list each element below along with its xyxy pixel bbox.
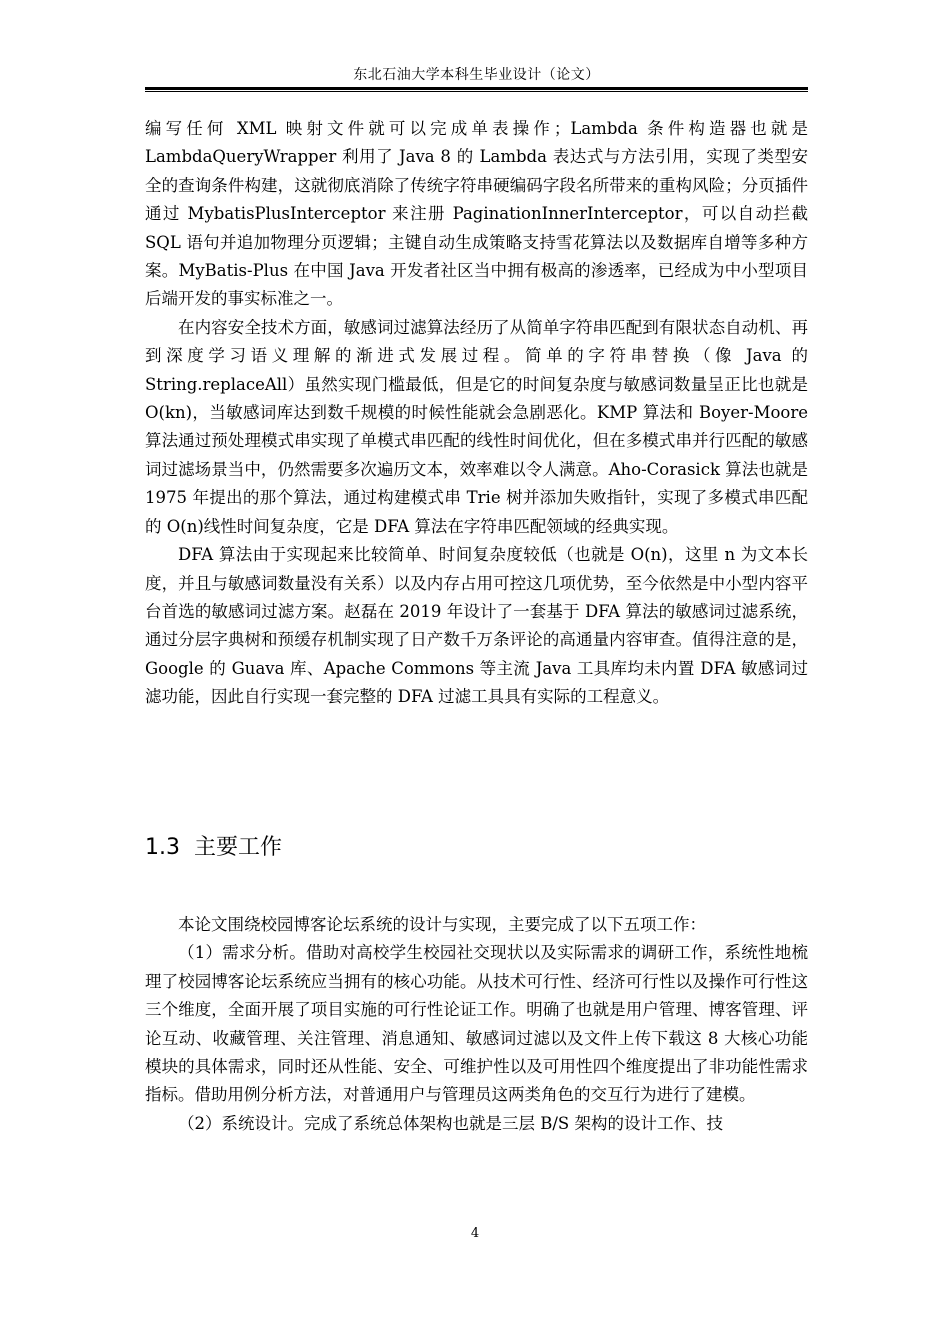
running-header: 东北石油大学本科生毕业设计（论文） — [353, 67, 600, 83]
body-text-before-section — [145, 115, 808, 712]
paragraph-intro: 本论文围绕校园博客论坛系统的设计与实现，主要完成了以下五项工作： — [178, 915, 706, 934]
paragraph-dfa-algorithm: DFA 算法由于实现起来比较简单、时间复杂度较低（也就是 O(n)，这里 n 为文本长度，并且与敏感词数量没有关系）以及内存占用可控这几项优势，至今依然是中小型内容平台首选的敏感词过滤方案。赵磊在 2019 年设计了一套基于 DFA 算法的敏感词过滤系统，通过分层字典树和预缓存机制实现了日产数千万条评论的高通量内容审查。值得注意的是，Google 的 Guava 库、Apache Commons 等主流 Java 工具库均未内置 DFA 敏感词过滤功能，因此自行实现一套完整的 DFA 过滤工具具有实际的工程意义。 — [145, 545, 808, 707]
body-text-after-section — [145, 911, 808, 1138]
header-rule — [145, 87, 808, 90]
paragraph-requirements-analysis: （1）需求分析。借助对高校学生校园社交现状以及实际需求的调研工作，系统性地梳理了校园博客论坛系统应当拥有的核心功能。从技术可行性、经济可行性以及操作可行性这三个维度，全面开展了项目实施的可行性论证工作。明确了也就是用户管理、博客管理、评论互动、收藏管理、关注管理、消息通知、敏感词过滤以及文件上传下载这 8 大核心功能模块的具体需求，同时还从性能、安全、可维护性以及可用性四个维度提出了非功能性需求指标。借助用例分析方法，对普通用户与管理员这两类角色的交互行为进行了建模。 — [145, 943, 808, 1105]
header-rule-thin — [145, 91, 808, 92]
paragraph-continued: 编写任何 XML 映射文件就可以完成单表操作；Lambda 条件构造器也就是 LambdaQueryWrapper 利用了 Java 8 的 Lambda 表达式与方法引用，实现了类型安全的查询条件构建，这就彻底消除了传统字符串硬编码字段名所带来的重构风险；分页插件通过 MybatisPlusInterceptor 来注册 PaginationInnerInterceptor，可以自动拦截 SQL 语句并追加物理分页逻辑；主键自动生成策略支持雪花算法以及数据库自增等多种方案。MyBatis-Plus 在中国 Java 开发者社区当中拥有极高的渗透率，已经成为中小型项目后端开发的事实标准之一。 — [145, 119, 808, 309]
section-number: 1.3 — [145, 835, 180, 860]
paragraph-content-security: 在内容安全技术方面，敏感词过滤算法经历了从简单字符串匹配到有限状态自动机、再到深度学习语义理解的渐进式发展过程。简单的字符串替换（像 Java 的 String.replaceAll）虽然实现门槛最低，但是它的时间复杂度与敏感词数量呈正比也就是 O(kn)，当敏感词库达到数千规模的时候性能就会急剧恶化。KMP 算法和 Boyer-Moore 算法通过预处理模式串实现了单模式串匹配的线性时间优化，但在多模式串并行匹配的敏感词过滤场景当中，仍然需要多次遍历文本，效率难以令人满意。Aho-Corasick 算法也就是 1975 年提出的那个算法，通过构建模式串 Trie 树并添加失败指针，实现了多模式串匹配的 O(n)线性时间复杂度，它是 DFA 算法在字符串匹配领域的经典实现。 — [145, 317, 808, 536]
page-number: 4 — [470, 1226, 480, 1241]
section-title: 主要工作 — [194, 835, 283, 860]
paragraph-system-design: （2）系统设计。完成了系统总体架构也就是三层 B/S 架构的设计工作、技 — [178, 1113, 723, 1133]
section-heading — [145, 832, 282, 864]
